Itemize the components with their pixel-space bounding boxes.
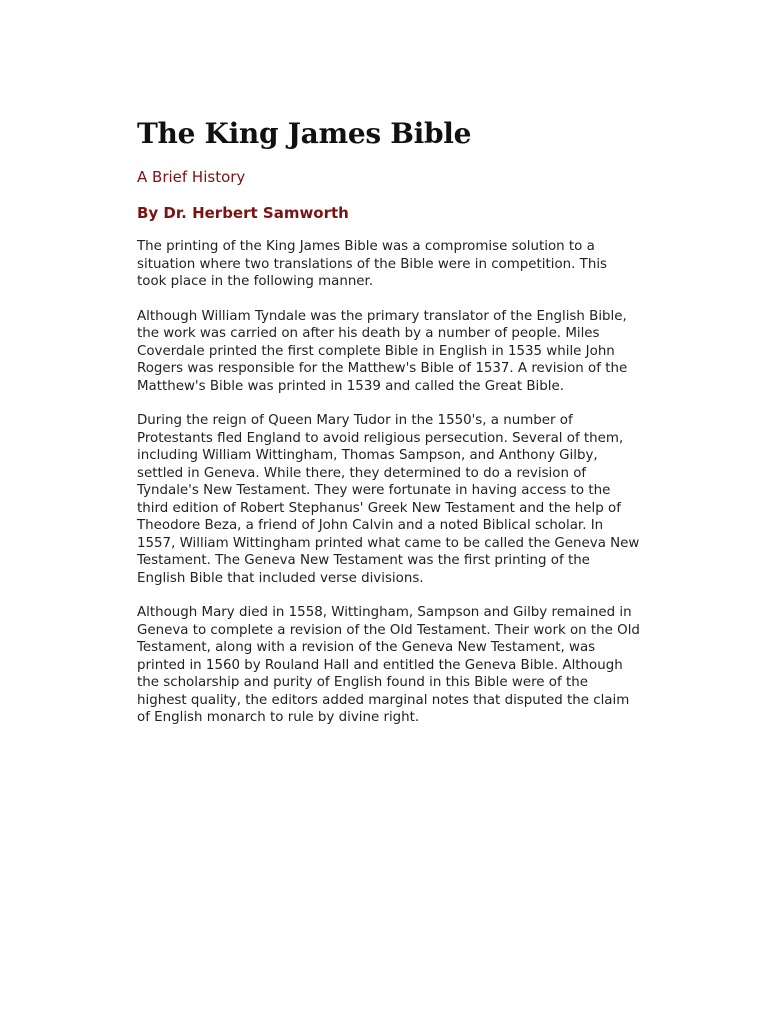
document-body — [137, 238, 640, 727]
author-byline: By Dr. Herbert Samworth — [137, 204, 349, 222]
document-subtitle: A Brief History — [137, 168, 246, 186]
document-title: The King James Bible — [137, 117, 472, 150]
paragraph-1: The printing of the King James Bible was a compromise solution to a situation where two translations of the Bible were in competition. This took place in the following manner. — [137, 239, 608, 289]
paragraph-3: During the reign of Queen Mary Tudor in the 1550's, a number of Protestants fled England to avoid religious persecution. Several of them, including William Wittingham, Thomas Sampson, and Anthony Gilby, settled in Geneva. While there, they determined to do a revision of Tyndale's New Testament. They were fortunate in having access to the third edition of Robert Stephanus' Greek New Testament and the help of Theodore Beza, a friend of John Calvin and a noted Biblical scholar. In 1557, William Wittingham printed what came to be called the Geneva New Testament. The Geneva New Testament was the first printing of the English Bible that included verse divisions. — [137, 413, 640, 586]
paragraph-2: Although William Tyndale was the primary translator of the English Bible, the work was carried on after his death by a number of people. Miles Coverdale printed the first complete Bible in English in 1535 while John Rogers was responsible for the Matthew's Bible of 1537. A revision of the Matthew's Bible was printed in 1539 and called the Great Bible. — [137, 308, 628, 394]
paragraph-4: Although Mary died in 1558, Wittingham, Sampson and Gilby remained in Geneva to complete a revision of the Old Testament. Their work on the Old Testament, along with a revision of the Geneva New Testament, was printed in 1560 by Rouland Hall and entitled the Geneva Bible. Although the scholarship and purity of English found in this Bible were of the highest quality, the editors added marginal notes that disputed the claim of English monarch to rule by divine right. — [137, 605, 640, 725]
